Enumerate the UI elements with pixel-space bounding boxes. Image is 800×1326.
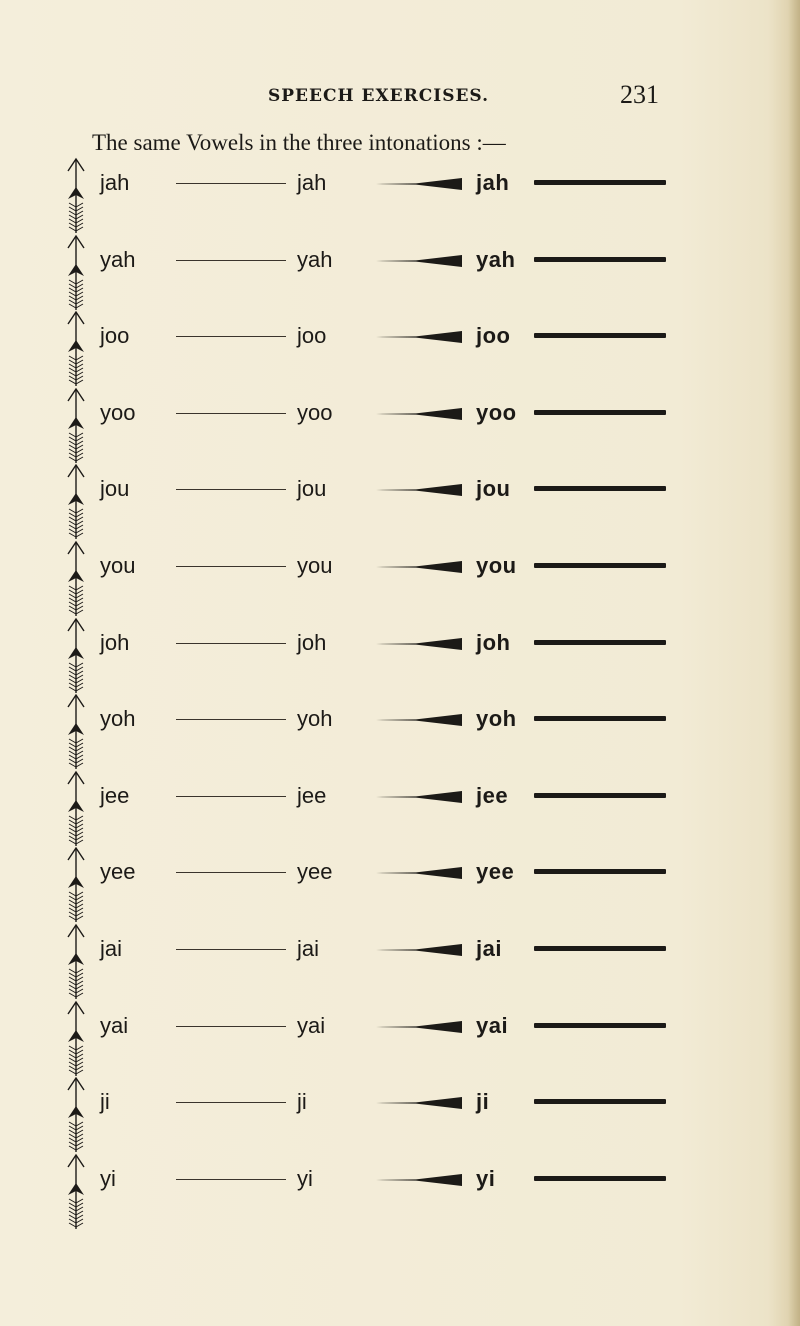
- level-intonation-line: [176, 796, 286, 797]
- running-head: SPEECH EXERCISES.: [268, 86, 490, 106]
- syllable-crescendo: yee: [297, 859, 333, 885]
- level-intonation-line: [176, 1179, 286, 1180]
- intonation-row: [0, 707, 800, 787]
- loud-intonation-line: [534, 486, 666, 491]
- double-headed-arrow-icon: [60, 693, 96, 777]
- syllable-crescendo: yoh: [297, 706, 333, 732]
- crescendo-intonation-line: [376, 330, 462, 342]
- level-intonation-line: [176, 949, 286, 950]
- syllable-level: jah: [100, 170, 130, 195]
- syllable-crescendo: yoo: [297, 399, 333, 425]
- syllable-level: jai: [100, 936, 123, 961]
- crescendo-intonation-line: [376, 790, 462, 802]
- crescendo-intonation-line: [376, 483, 462, 495]
- syllable-crescendo: jou: [297, 476, 327, 502]
- crescendo-intonation-line: [376, 1020, 462, 1032]
- double-headed-arrow-icon: [60, 387, 96, 471]
- syllable-level: yoo: [100, 399, 136, 425]
- loud-intonation-line: [534, 563, 666, 568]
- crescendo-intonation-line: [376, 943, 462, 955]
- loud-intonation-line: [534, 1099, 666, 1104]
- syllable-crescendo: you: [297, 553, 333, 578]
- level-intonation-line: [176, 719, 286, 720]
- syllable-crescendo: ji: [297, 1089, 307, 1115]
- crescendo-intonation-line: [376, 637, 462, 649]
- syllable-level: ji: [100, 1089, 110, 1115]
- syllable-crescendo: yai: [297, 1012, 326, 1038]
- syllable-crescendo: joo: [297, 323, 327, 349]
- crescendo-intonation-line: [376, 560, 462, 572]
- loud-intonation-line: [534, 1023, 666, 1028]
- syllable-loud: yai: [476, 1012, 509, 1038]
- loud-intonation-line: [534, 869, 666, 874]
- level-intonation-line: [176, 1026, 286, 1027]
- intonation-row: [0, 784, 800, 864]
- intonation-row: [0, 248, 800, 328]
- loud-intonation-line: [534, 410, 666, 415]
- syllable-loud: yoo: [476, 399, 517, 425]
- level-intonation-line: [176, 872, 286, 873]
- syllable-loud: jah: [476, 170, 510, 195]
- intonation-row: [0, 631, 800, 711]
- level-intonation-line: [176, 260, 286, 261]
- syllable-level: you: [100, 553, 136, 578]
- level-intonation-line: [176, 413, 286, 414]
- intonation-row: [0, 937, 800, 1017]
- loud-intonation-line: [534, 793, 666, 798]
- level-intonation-line: [176, 1102, 286, 1103]
- double-headed-arrow-icon: [60, 617, 96, 701]
- level-intonation-line: [176, 489, 286, 490]
- double-headed-arrow-icon: [60, 846, 96, 930]
- double-headed-arrow-icon: [60, 157, 96, 241]
- crescendo-intonation-line: [376, 177, 462, 189]
- double-headed-arrow-icon: [60, 463, 96, 547]
- syllable-level: jou: [100, 476, 130, 502]
- intonation-row: [0, 477, 800, 557]
- intro-heading: The same Vowels in the three intonations :—: [92, 130, 506, 155]
- double-headed-arrow-icon: [60, 234, 96, 318]
- intonation-row: [0, 1090, 800, 1170]
- intonation-row: [0, 171, 800, 251]
- syllable-loud: you: [476, 553, 517, 578]
- intonation-row: [0, 860, 800, 940]
- double-headed-arrow-icon: [60, 1153, 96, 1237]
- intonation-row: [0, 1167, 800, 1247]
- level-intonation-line: [176, 336, 286, 337]
- syllable-level: yee: [100, 859, 136, 885]
- level-intonation-line: [176, 643, 286, 644]
- double-headed-arrow-icon: [60, 1000, 96, 1084]
- double-headed-arrow-icon: [60, 310, 96, 394]
- crescendo-intonation-line: [376, 254, 462, 266]
- syllable-loud: yi: [476, 1165, 496, 1191]
- syllable-crescendo: yi: [297, 1165, 313, 1191]
- syllable-level: yai: [100, 1012, 129, 1038]
- intonation-row: [0, 1014, 800, 1094]
- level-intonation-line: [176, 566, 286, 567]
- syllable-crescendo: yah: [297, 246, 333, 272]
- syllable-level: joo: [100, 323, 130, 349]
- loud-intonation-line: [534, 333, 666, 338]
- loud-intonation-line: [534, 640, 666, 645]
- loud-intonation-line: [534, 1176, 666, 1181]
- syllable-loud: yoh: [476, 706, 517, 732]
- intonation-row: [0, 401, 800, 481]
- double-headed-arrow-icon: [60, 1076, 96, 1160]
- syllable-loud: joh: [476, 629, 511, 655]
- syllable-loud: jee: [476, 782, 509, 808]
- double-headed-arrow-icon: [60, 540, 96, 624]
- syllable-crescendo: jai: [297, 936, 320, 961]
- double-headed-arrow-icon: [60, 770, 96, 854]
- syllable-loud: yee: [476, 859, 515, 885]
- syllable-loud: ji: [476, 1089, 490, 1115]
- loud-intonation-line: [534, 946, 666, 951]
- crescendo-intonation-line: [376, 866, 462, 878]
- level-intonation-line: [176, 183, 286, 184]
- syllable-level: yah: [100, 246, 136, 272]
- syllable-level: jee: [100, 782, 130, 808]
- syllable-level: yi: [100, 1165, 116, 1191]
- crescendo-intonation-line: [376, 407, 462, 419]
- loud-intonation-line: [534, 180, 666, 185]
- double-headed-arrow-icon: [60, 923, 96, 1007]
- syllable-loud: yah: [476, 246, 516, 272]
- syllable-crescendo: joh: [297, 629, 327, 655]
- syllable-loud: joo: [476, 323, 511, 349]
- crescendo-intonation-line: [376, 1173, 462, 1185]
- intonation-row: [0, 324, 800, 404]
- syllable-crescendo: jee: [297, 782, 327, 808]
- crescendo-intonation-line: [376, 1096, 462, 1108]
- syllable-crescendo: jah: [297, 170, 327, 195]
- intonation-row: [0, 554, 800, 634]
- syllable-loud: jou: [476, 476, 511, 502]
- crescendo-intonation-line: [376, 713, 462, 725]
- syllable-level: joh: [100, 629, 130, 655]
- loud-intonation-line: [534, 257, 666, 262]
- loud-intonation-line: [534, 716, 666, 721]
- syllable-loud: jai: [476, 936, 502, 961]
- syllable-level: yoh: [100, 706, 136, 732]
- page-number: 231: [620, 80, 659, 109]
